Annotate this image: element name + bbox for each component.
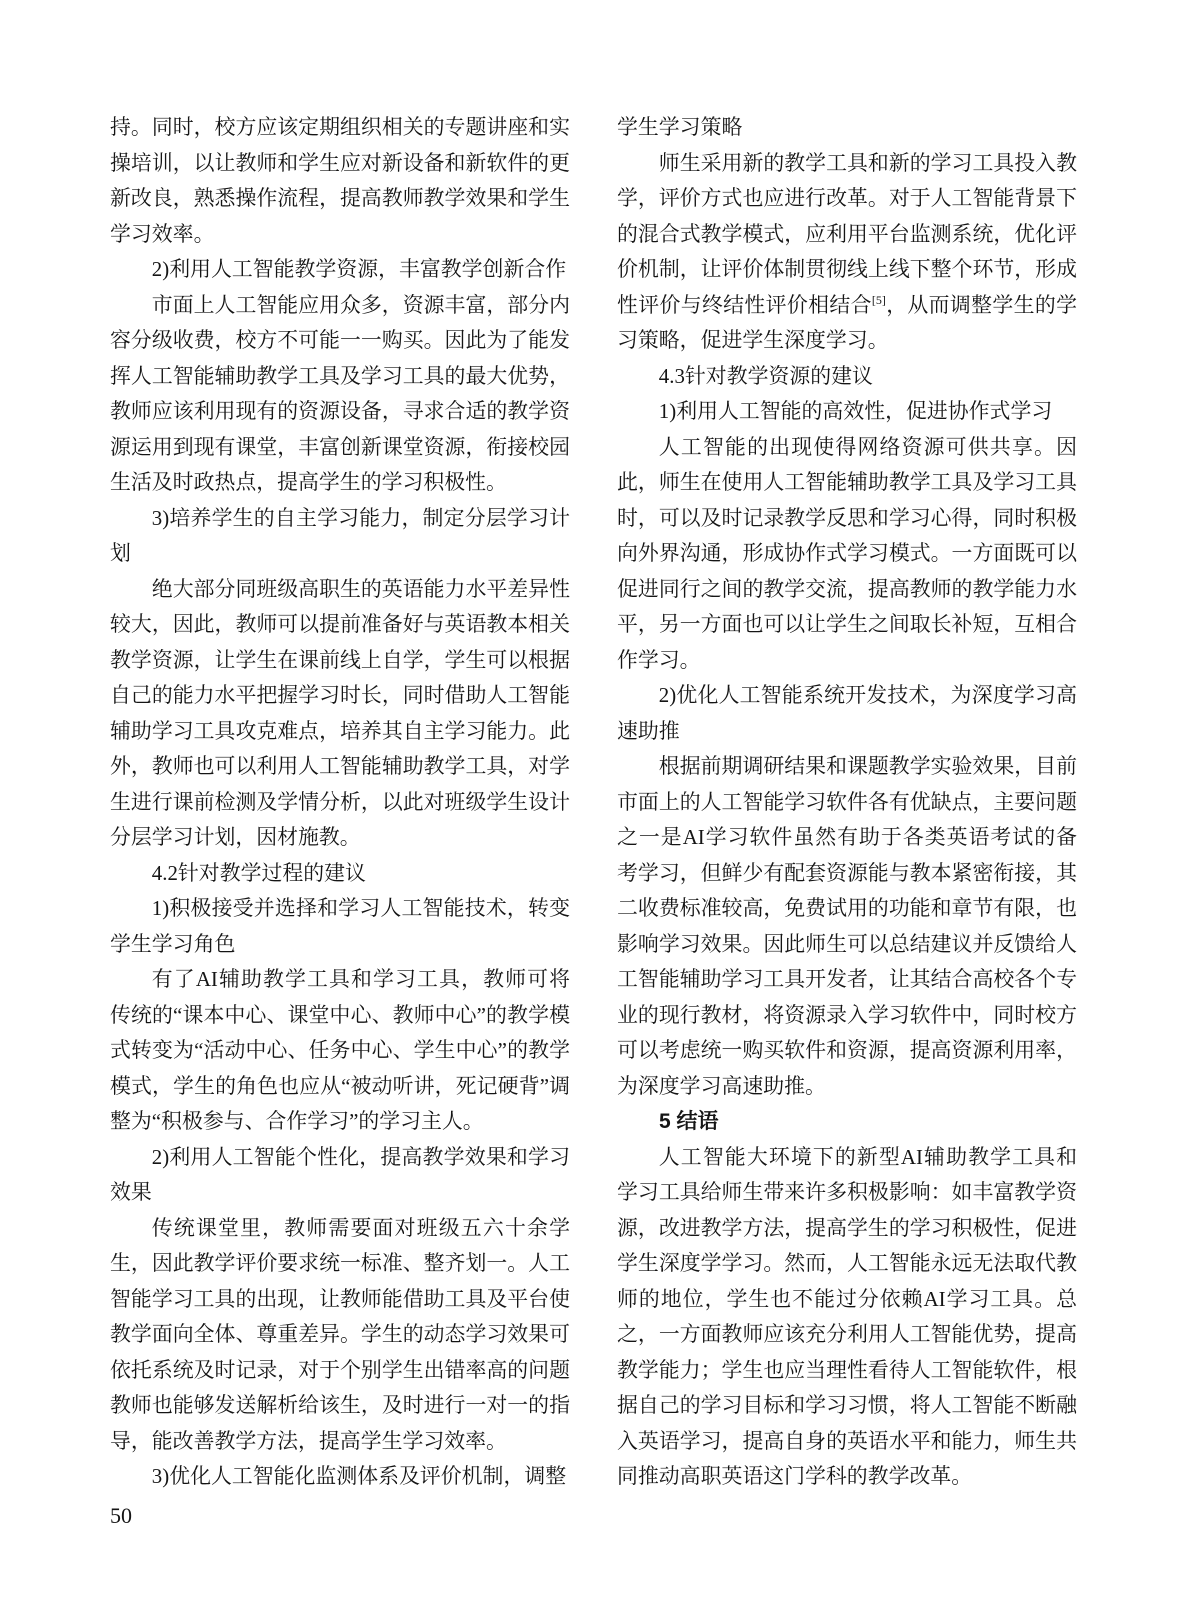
paragraph-text: 师生采用新的教学工具和新的学习工具投入教学，评价方式也应进行改革。对于人工智能背景下的混合式教学模式，应利用平台监测系统，优化评价机制，让评价体制贯彻线上线下整个环节，形成性评价与终结性评价相结合 [617,150,1077,317]
page-number: 50 [110,1503,132,1528]
paragraph: 人工智能大环境下的新型AI辅助教学工具和学习工具给师生带来许多积极影响：如丰富教学资源，改进教学方法，提高学生的学习积极性，促进学生深度学学习。然而，人工智能永远无法取代教师的地位，学生也不能过分依赖AI学习工具。总之，一方面教师应该充分利用人工智能优势，提高教学能力；学生也应当理性看待人工智能软件，根据自己的学习目标和学习习惯，将人工智能不断融入英语学习，提高自身的英语水平和能力，师生共同推动高职英语这门学科的教学改革。 [617,1144,1077,1488]
paragraph: 传统课堂里，教师需要面对班级五六十余学生，因此教学评价要求统一标准、整齐划一。人工智能学习工具的出现，让教师能借助工具及平台使教学面向全体、尊重差异。学生的动态学习效果可依托系统及时记录，对于个别学生出错率高的问题教师也能够发送解析给该生，及时进行一对一的指导，能改善教学方法，提高学生学习效率。 [110,1215,570,1453]
paragraph: 根据前期调研结果和课题教学实验效果，目前市面上的人工智能学习软件各有优缺点，主要问题之一是AI学习软件虽然有助于各类英语考试的备考学习，但鲜少有配套资源能与教本紧密衔接，其二收费标准较高，免费试用的功能和章节有限，也影响学习效果。因此师生可以总结建议并反馈给人工智能辅助学习工具开发者，让其结合高校各个专业的现行教材，将资源录入学习软件中，同时校方可以考虑统一购买软件和资源，提高资源利用率，为深度学习高速助推。 [617,754,1077,1098]
subsection-item-heading: 3)培养学生的自主学习能力，制定分层学习计划 [110,505,570,565]
paragraph: 绝大部分同班级高职生的英语能力水平差异性较大，因此，教师可以提前准备好与英语教本相关教学资源，让学生在课前线上自学，学生可以根据自己的能力水平把握学习时长，同时借助人工智能辅助学习工具攻克难点，培养其自主学习能力。此外，教师也可以利用人工智能辅助教学工具，对学生进行课前检测及学情分析，以此对班级学生设计分层学习计划，因材施教。 [110,576,570,849]
citation-reference: [5] [871,292,886,307]
paragraph: 学生学习策略 [617,115,743,139]
section-heading: 4.2针对教学过程的建议 [151,860,366,885]
subsection-item-heading: 1)利用人工智能的高效性，促进协作式学习 [658,399,1053,423]
subsection-item-heading: 1)积极接受并选择和学习人工智能技术，转变学生学习角色 [110,896,570,956]
subsection-item-heading: 2)利用人工智能个性化，提高教学效果和学习效果 [110,1144,570,1204]
subsection-item-heading: 2)优化人工智能系统开发技术，为深度学习高速助推 [617,683,1077,743]
right-column [617,110,1077,1495]
subsection-item-heading: 3)优化人工智能化监测体系及评价机制，调整 [151,1464,567,1488]
left-column [110,110,570,1495]
paragraph: 市面上人工智能应用众多，资源丰富，部分内容分级收费，校方不可能一一购买。因此为了能发挥人工智能辅助教学工具及学习工具的最大优势，教师应该利用现有的资源设备，寻求合适的教学资源运用到现有课堂，丰富创新课堂资源，衔接校园生活及时政热点，提高学生的学习积极性。 [110,292,570,494]
conclusion-section-heading: 5 结语 [659,1110,719,1133]
paragraph: 持。同时，校方应该定期组织相关的专题讲座和实操培训，以让教师和学生应对新设备和新软件的更新改良，熟悉操作流程，提高教师教学效果和学生学习效率。 [110,115,570,246]
paragraph [617,146,1077,359]
paragraph: 人工智能的出现使得网络资源可供共享。因此，师生在使用人工智能辅助教学工具及学习工具时，可以及时记录教学反思和学习心得，同时积极向外界沟通，形成协作式学习模式。一方面既可以促进同行之间的教学交流，提高教师的教学能力水平，另一方面也可以让学生之间取长补短，互相合作学习。 [617,434,1077,672]
paragraph: 有了AI辅助教学工具和学习工具，教师可将传统的“课本中心、课堂中心、教师中心”的教学模式转变为“活动中心、任务中心、学生中心”的教学模式，学生的角色也应从“被动听讲，死记硬背”调整为“积极参与、合作学习”的学习主人。 [110,967,570,1133]
section-heading: 4.3针对教学资源的建议 [658,363,873,388]
subsection-item-heading: 2)利用人工智能教学资源，丰富教学创新合作 [151,257,567,281]
paragraph-text: ，从而调整学生的学习策略，促进学生深度学习。 [617,292,1077,352]
